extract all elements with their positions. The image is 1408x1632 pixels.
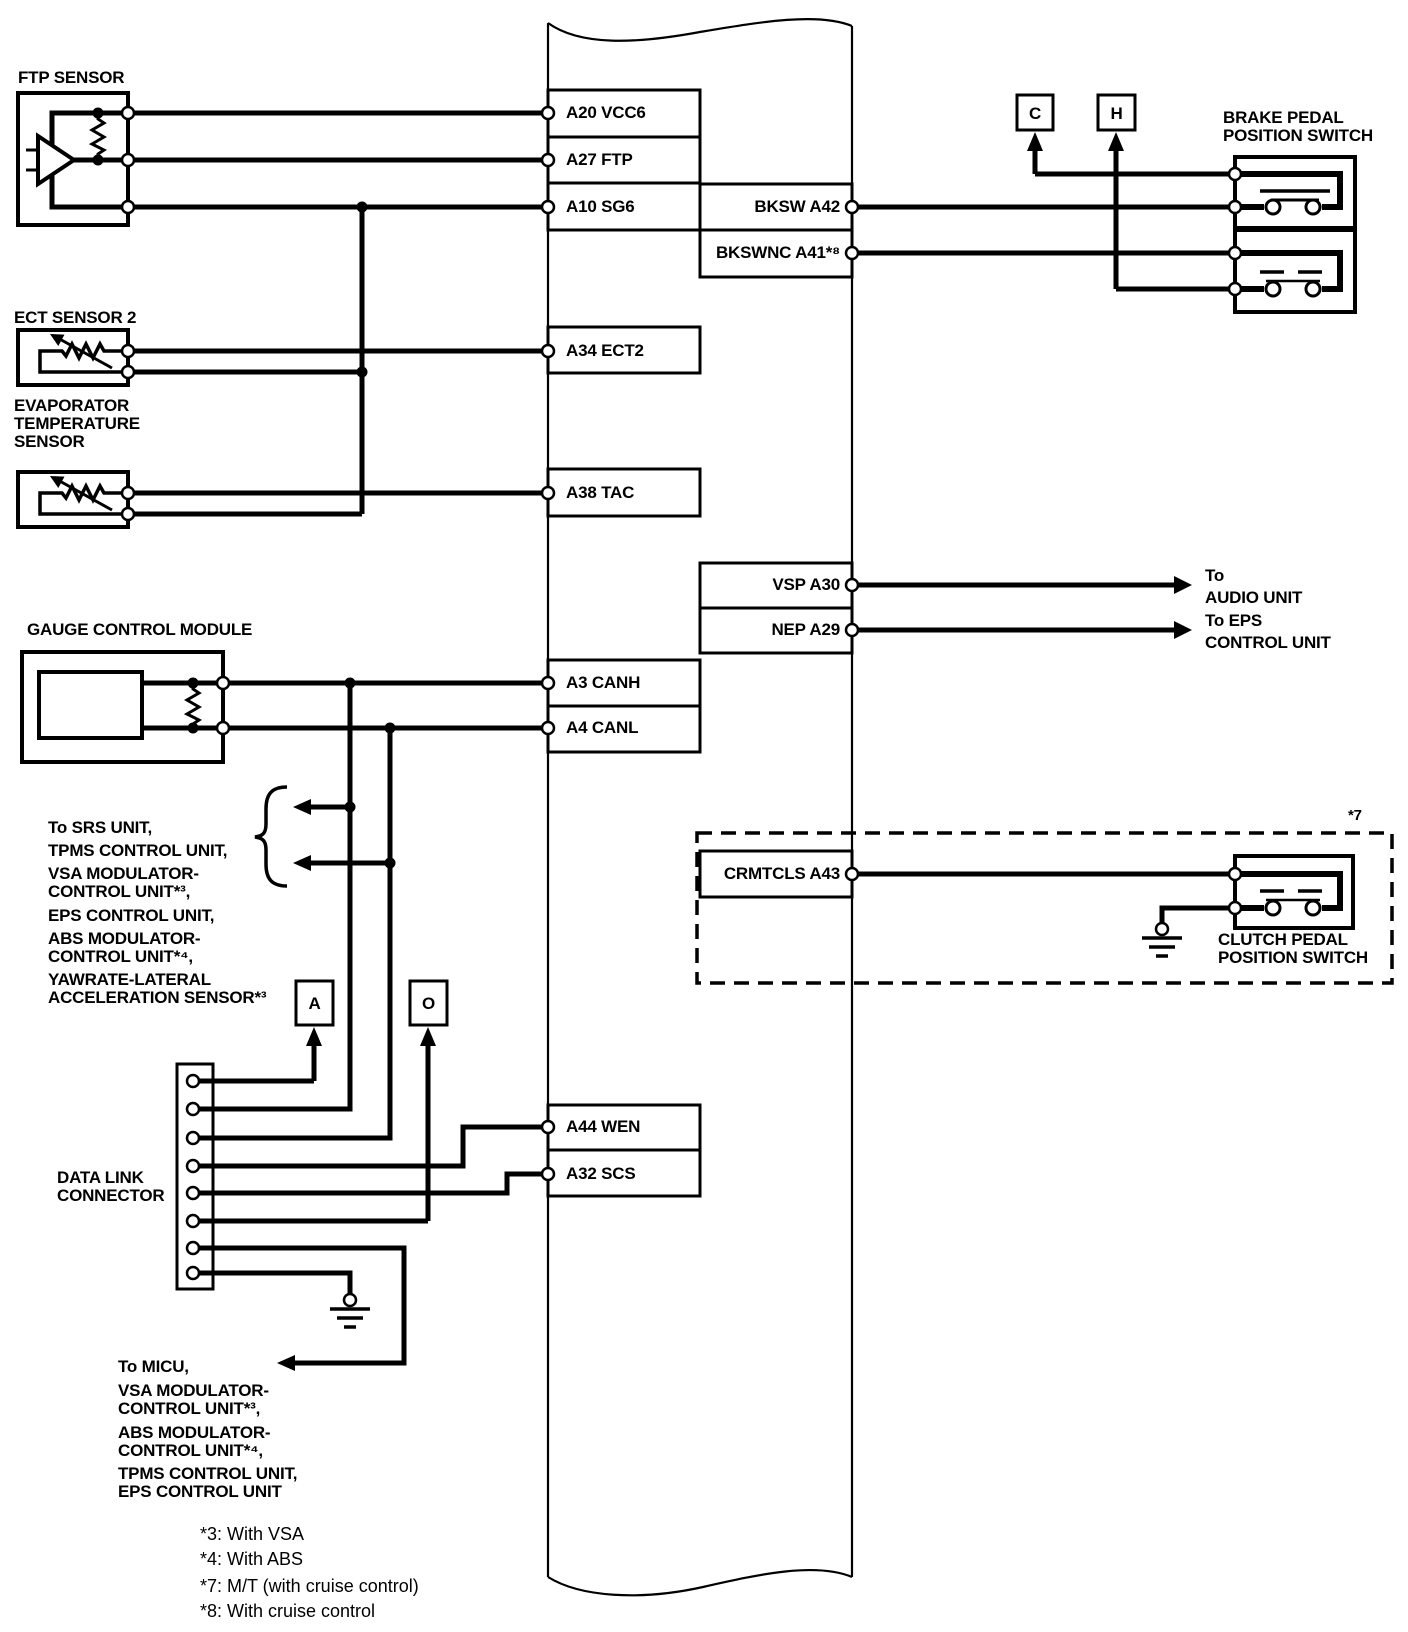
connector-h-label: H — [1110, 104, 1123, 123]
pin-label-crmtcls-a43: CRMTCLS A43 — [723, 864, 840, 883]
arrow-right-icon — [1174, 576, 1192, 594]
arrow-up-icon — [420, 1027, 436, 1046]
evap-sensor-label: TEMPERATURE — [14, 414, 140, 433]
footnote-3: *3: With VSA — [200, 1524, 305, 1544]
footnote-7-tag: *7 — [1348, 807, 1362, 824]
pin-label-a32-scs: A32 SCS — [566, 1164, 636, 1183]
to-audio-unit-label: To — [1205, 566, 1225, 585]
connector-a-label: A — [308, 994, 321, 1013]
pin-label-a44-wen: A44 WEN — [566, 1117, 641, 1136]
brace-icon — [255, 787, 287, 886]
ecm-pin-boxes-left — [548, 90, 700, 1196]
can-destinations-line: TPMS CONTROL UNIT, — [48, 841, 228, 860]
pin-label-a10-sg6: A10 SG6 — [566, 197, 635, 216]
connector-o-label: O — [421, 994, 436, 1013]
pin-label-vsp-a30: VSP A30 — [772, 575, 840, 594]
arrowheads — [277, 132, 1192, 1371]
micu-destinations-line: TPMS CONTROL UNIT, — [118, 1464, 298, 1483]
ground-icon — [330, 938, 1182, 1327]
footnote-8: *8: With cruise control — [200, 1601, 376, 1621]
pin-label-a34-ect2: A34 ECT2 — [566, 341, 644, 360]
brake-switch-label: BRAKE PEDAL — [1223, 108, 1344, 127]
ftp-sensor-label: FTP SENSOR — [18, 68, 125, 87]
footnote-7: *7: M/T (with cruise control) — [200, 1576, 419, 1596]
evap-sensor-label: EVAPORATOR — [14, 396, 130, 415]
pin-label-a3-canh: A3 CANH — [566, 673, 641, 692]
pin-label-bkswnc-a41: BKSWNC A41*⁸ — [715, 243, 840, 262]
gauge-module-inner-box — [39, 672, 142, 738]
pin-label-a27-ftp: A27 FTP — [566, 150, 633, 169]
pin-label-a20-vcc6: A20 VCC6 — [566, 103, 646, 122]
arrow-right-icon — [1174, 621, 1192, 639]
pin-label-bksw-a42: BKSW A42 — [754, 197, 840, 216]
micu-destinations-line: EPS CONTROL UNIT — [118, 1482, 282, 1501]
footnote-4: *4: With ABS — [200, 1549, 304, 1569]
clutch-switch-label: POSITION SWITCH — [1218, 948, 1369, 967]
clutch-switch-box — [1235, 856, 1353, 928]
arrow-up-icon — [1027, 132, 1043, 151]
connector-c-label: C — [1028, 104, 1042, 123]
micu-destinations-line: ABS MODULATOR- — [118, 1423, 271, 1442]
micu-destinations-line: To MICU, — [118, 1357, 189, 1376]
can-destinations-line: CONTROL UNIT*⁴, — [48, 947, 193, 966]
to-audio-unit-label: AUDIO UNIT — [1205, 588, 1303, 607]
evap-sensor-box — [18, 472, 128, 527]
to-eps-unit-label: CONTROL UNIT — [1205, 633, 1331, 652]
can-destinations-line: ABS MODULATOR- — [48, 929, 201, 948]
arrow-left-icon — [293, 855, 311, 871]
arrow-left-icon — [277, 1355, 295, 1371]
evap-sensor-label: SENSOR — [14, 432, 85, 451]
arrow-up-icon — [306, 1027, 322, 1046]
can-destinations-line: YAWRATE-LATERAL — [48, 970, 211, 989]
to-eps-unit-label: To EPS — [1205, 611, 1263, 630]
ecm-pin-boxes-right — [700, 184, 852, 897]
pin-label-nep-a29: NEP A29 — [771, 620, 840, 639]
dlc-label: CONNECTOR — [57, 1186, 165, 1205]
ect-sensor-label: ECT SENSOR 2 — [14, 308, 137, 327]
micu-destinations-line: CONTROL UNIT*³, — [118, 1399, 261, 1418]
micu-destinations-line: CONTROL UNIT*⁴, — [118, 1441, 263, 1460]
arrow-up-icon — [1108, 132, 1124, 151]
can-destinations-line: EPS CONTROL UNIT, — [48, 906, 215, 925]
arrow-left-icon — [293, 799, 311, 815]
can-destinations-line: CONTROL UNIT*³, — [48, 882, 191, 901]
clutch-switch-label: CLUTCH PEDAL — [1218, 930, 1348, 949]
pin-label-a4-canl: A4 CANL — [566, 718, 639, 737]
ect-sensor-box — [18, 330, 128, 385]
pin-label-a38-tac: A38 TAC — [566, 483, 635, 502]
brake-switch-label: POSITION SWITCH — [1223, 126, 1374, 145]
can-destinations-line: ACCELERATION SENSOR*³ — [48, 988, 267, 1007]
micu-destinations-line: VSA MODULATOR- — [118, 1381, 269, 1400]
gauge-module-label: GAUGE CONTROL MODULE — [27, 620, 253, 639]
dlc-label: DATA LINK — [57, 1168, 144, 1187]
data-link-connector-box — [177, 1064, 213, 1289]
can-destinations-line: VSA MODULATOR- — [48, 864, 199, 883]
can-destinations-line: To SRS UNIT, — [48, 818, 153, 837]
